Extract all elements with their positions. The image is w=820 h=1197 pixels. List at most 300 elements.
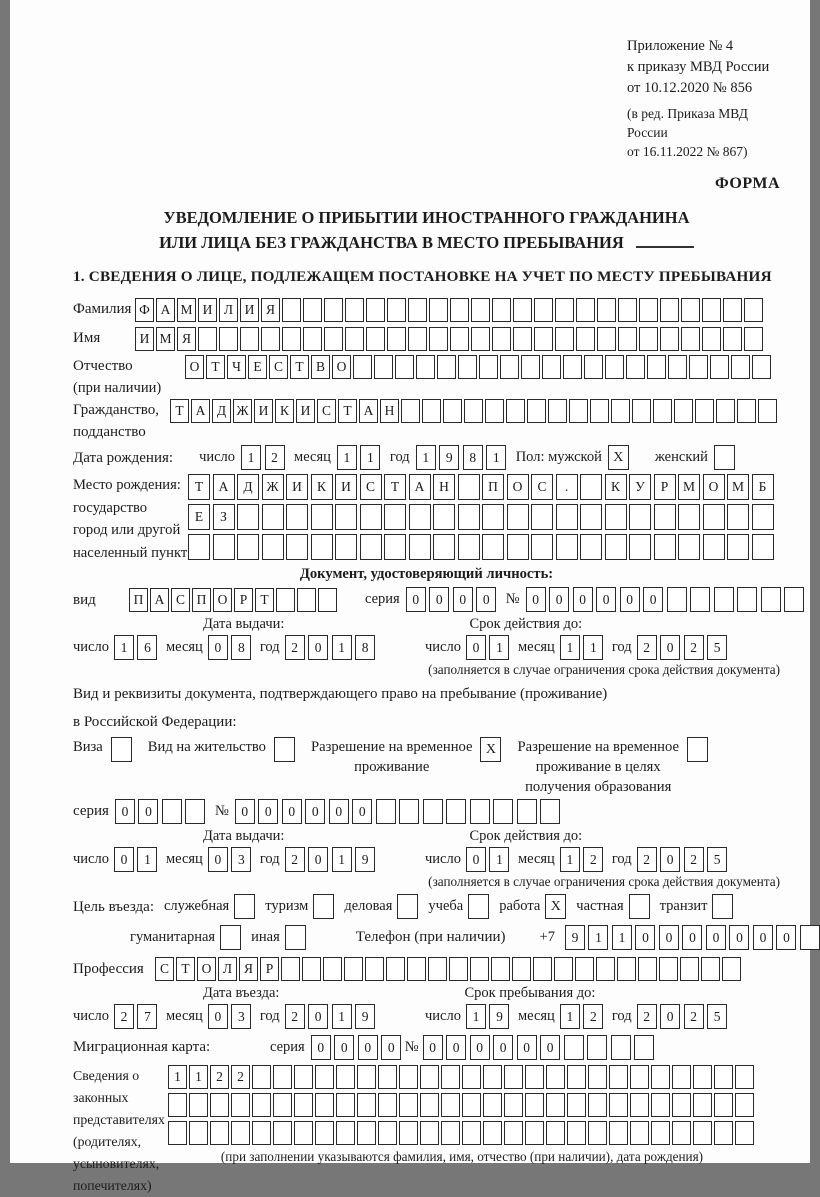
char-cell[interactable] [632, 399, 651, 423]
char-cell[interactable] [752, 355, 771, 379]
char-cell[interactable]: В [311, 355, 330, 379]
char-cell[interactable] [210, 1121, 229, 1145]
char-cell[interactable]: 8 [231, 635, 251, 660]
char-cell[interactable] [286, 504, 308, 530]
residence-permit-checkbox[interactable] [274, 737, 295, 762]
char-cell[interactable] [654, 504, 676, 530]
visa-checkbox[interactable] [111, 737, 132, 762]
char-cell[interactable] [512, 957, 531, 981]
char-cell[interactable]: 2 [210, 1065, 229, 1089]
char-cell[interactable]: 2 [285, 635, 305, 660]
char-cell[interactable] [231, 1093, 250, 1117]
char-cell[interactable] [399, 799, 419, 824]
char-cell[interactable]: 2 [583, 847, 603, 872]
char-cell[interactable]: О [185, 355, 204, 379]
char-cell[interactable] [693, 1121, 712, 1145]
char-cell[interactable] [360, 534, 382, 560]
char-cell[interactable] [336, 1121, 355, 1145]
char-cell[interactable] [433, 504, 455, 530]
purpose-other-checkbox[interactable] [285, 925, 306, 950]
char-cell[interactable] [303, 298, 322, 322]
char-cell[interactable]: А [191, 399, 210, 423]
char-cell[interactable] [703, 534, 725, 560]
char-cell[interactable]: 0 [517, 1035, 537, 1060]
char-cell[interactable] [588, 1065, 607, 1089]
char-cell[interactable] [399, 1093, 418, 1117]
char-cell[interactable]: 0 [682, 925, 702, 950]
char-cell[interactable] [365, 957, 384, 981]
char-cell[interactable]: Р [234, 588, 253, 612]
char-cell[interactable] [800, 925, 820, 950]
char-cell[interactable] [546, 1121, 565, 1145]
char-cell[interactable] [376, 799, 396, 824]
char-cell[interactable] [507, 504, 529, 530]
char-cell[interactable]: 0 [493, 1035, 513, 1060]
char-cell[interactable] [653, 399, 672, 423]
sex-female-checkbox[interactable] [714, 445, 735, 470]
char-cell[interactable] [588, 1121, 607, 1145]
char-cell[interactable]: Р [654, 474, 676, 500]
char-cell[interactable] [580, 534, 602, 560]
char-cell[interactable]: Н [433, 474, 455, 500]
char-cell[interactable]: 1 [189, 1065, 208, 1089]
char-cell[interactable] [401, 399, 420, 423]
char-cell[interactable] [387, 298, 406, 322]
char-cell[interactable] [357, 1121, 376, 1145]
char-cell[interactable] [378, 1065, 397, 1089]
char-cell[interactable]: О [332, 355, 351, 379]
char-cell[interactable] [540, 799, 560, 824]
char-cell[interactable] [441, 1093, 460, 1117]
char-cell[interactable] [554, 957, 573, 981]
char-cell[interactable]: 0 [526, 587, 546, 612]
char-cell[interactable] [483, 1121, 502, 1145]
char-cell[interactable] [629, 504, 651, 530]
char-cell[interactable] [504, 1121, 523, 1145]
char-cell[interactable]: С [155, 957, 174, 981]
char-cell[interactable] [345, 298, 364, 322]
char-cell[interactable] [651, 1093, 670, 1117]
char-cell[interactable] [185, 799, 205, 824]
char-cell[interactable]: 0 [729, 925, 749, 950]
char-cell[interactable]: 9 [355, 1004, 375, 1029]
char-cell[interactable] [462, 1093, 481, 1117]
char-cell[interactable] [446, 799, 466, 824]
char-cell[interactable]: 0 [549, 587, 569, 612]
char-cell[interactable]: Т [290, 355, 309, 379]
char-cell[interactable]: П [482, 474, 504, 500]
char-cell[interactable] [674, 399, 693, 423]
char-cell[interactable] [324, 298, 343, 322]
char-cell[interactable] [483, 1093, 502, 1117]
char-cell[interactable]: 1 [489, 635, 509, 660]
char-cell[interactable] [723, 298, 742, 322]
char-cell[interactable] [168, 1121, 187, 1145]
char-cell[interactable]: 0 [620, 587, 640, 612]
char-cell[interactable] [345, 327, 364, 351]
char-cell[interactable]: С [269, 355, 288, 379]
char-cell[interactable] [493, 799, 513, 824]
char-cell[interactable] [556, 504, 578, 530]
char-cell[interactable] [315, 1093, 334, 1117]
char-cell[interactable] [395, 355, 414, 379]
char-cell[interactable] [531, 534, 553, 560]
char-cell[interactable] [407, 957, 426, 981]
char-cell[interactable] [588, 1093, 607, 1117]
char-cell[interactable] [213, 534, 235, 560]
char-cell[interactable] [324, 327, 343, 351]
char-cell[interactable]: 0 [208, 1004, 228, 1029]
char-cell[interactable]: . [556, 474, 578, 500]
char-cell[interactable] [758, 399, 777, 423]
char-cell[interactable]: 0 [358, 1035, 378, 1060]
purpose-official-checkbox[interactable] [234, 894, 255, 919]
char-cell[interactable] [567, 1093, 586, 1117]
char-cell[interactable] [433, 534, 455, 560]
char-cell[interactable] [659, 957, 678, 981]
char-cell[interactable]: Ж [262, 474, 284, 500]
char-cell[interactable]: И [198, 298, 217, 322]
char-cell[interactable] [315, 1065, 334, 1089]
char-cell[interactable]: 1 [560, 847, 580, 872]
char-cell[interactable] [458, 474, 480, 500]
char-cell[interactable] [458, 355, 477, 379]
char-cell[interactable]: 7 [137, 1004, 157, 1029]
char-cell[interactable]: 0 [406, 587, 426, 612]
char-cell[interactable]: 0 [659, 925, 679, 950]
char-cell[interactable] [198, 327, 217, 351]
char-cell[interactable] [428, 957, 447, 981]
char-cell[interactable] [282, 327, 301, 351]
char-cell[interactable] [286, 534, 308, 560]
char-cell[interactable] [357, 1065, 376, 1089]
char-cell[interactable] [294, 1065, 313, 1089]
char-cell[interactable] [482, 534, 504, 560]
char-cell[interactable] [576, 298, 595, 322]
char-cell[interactable]: А [213, 474, 235, 500]
char-cell[interactable] [735, 1093, 754, 1117]
char-cell[interactable] [575, 957, 594, 981]
char-cell[interactable]: 1 [332, 635, 352, 660]
char-cell[interactable] [374, 355, 393, 379]
char-cell[interactable] [408, 327, 427, 351]
char-cell[interactable] [542, 355, 561, 379]
char-cell[interactable]: 9 [355, 847, 375, 872]
char-cell[interactable] [609, 1065, 628, 1089]
char-cell[interactable]: 0 [208, 635, 228, 660]
purpose-tourism-checkbox[interactable] [313, 894, 334, 919]
char-cell[interactable]: К [311, 474, 333, 500]
char-cell[interactable] [525, 1121, 544, 1145]
char-cell[interactable] [462, 1121, 481, 1145]
char-cell[interactable] [429, 298, 448, 322]
char-cell[interactable] [491, 957, 510, 981]
char-cell[interactable]: 0 [540, 1035, 560, 1060]
char-cell[interactable]: 2 [637, 847, 657, 872]
char-cell[interactable]: 0 [282, 799, 302, 824]
char-cell[interactable]: С [360, 474, 382, 500]
char-cell[interactable] [587, 1035, 607, 1060]
char-cell[interactable]: 0 [138, 799, 158, 824]
char-cell[interactable] [609, 1121, 628, 1145]
char-cell[interactable] [517, 799, 537, 824]
char-cell[interactable] [714, 1065, 733, 1089]
char-cell[interactable] [492, 327, 511, 351]
char-cell[interactable]: 1 [588, 925, 608, 950]
char-cell[interactable]: 0 [446, 1035, 466, 1060]
char-cell[interactable] [302, 957, 321, 981]
char-cell[interactable]: 0 [429, 587, 449, 612]
char-cell[interactable]: 2 [265, 445, 285, 470]
char-cell[interactable]: 6 [137, 635, 157, 660]
char-cell[interactable] [311, 504, 333, 530]
char-cell[interactable]: 9 [565, 925, 585, 950]
char-cell[interactable]: И [135, 327, 154, 351]
purpose-private-checkbox[interactable] [629, 894, 650, 919]
char-cell[interactable] [386, 957, 405, 981]
purpose-study-checkbox[interactable] [468, 894, 489, 919]
char-cell[interactable] [262, 534, 284, 560]
char-cell[interactable]: Л [218, 957, 237, 981]
char-cell[interactable] [318, 588, 337, 612]
char-cell[interactable]: 0 [660, 847, 680, 872]
char-cell[interactable] [638, 957, 657, 981]
char-cell[interactable] [366, 298, 385, 322]
char-cell[interactable] [672, 1121, 691, 1145]
char-cell[interactable]: М [177, 298, 196, 322]
char-cell[interactable] [580, 474, 602, 500]
char-cell[interactable] [504, 1065, 523, 1089]
char-cell[interactable]: П [192, 588, 211, 612]
char-cell[interactable] [231, 1121, 250, 1145]
char-cell[interactable] [546, 1065, 565, 1089]
char-cell[interactable] [629, 534, 651, 560]
char-cell[interactable] [450, 327, 469, 351]
char-cell[interactable] [336, 1065, 355, 1089]
purpose-work-checkbox[interactable]: X [545, 894, 566, 919]
char-cell[interactable] [564, 1035, 584, 1060]
char-cell[interactable] [409, 534, 431, 560]
char-cell[interactable]: 2 [285, 1004, 305, 1029]
char-cell[interactable] [492, 298, 511, 322]
edu-residence-permit-checkbox[interactable] [687, 737, 708, 762]
char-cell[interactable] [695, 399, 714, 423]
char-cell[interactable]: 1 [416, 445, 436, 470]
char-cell[interactable] [716, 399, 735, 423]
char-cell[interactable] [450, 298, 469, 322]
char-cell[interactable] [303, 327, 322, 351]
char-cell[interactable]: 2 [684, 1004, 704, 1029]
char-cell[interactable]: 2 [684, 635, 704, 660]
char-cell[interactable] [634, 1035, 654, 1060]
char-cell[interactable]: 0 [308, 1004, 328, 1029]
char-cell[interactable] [744, 298, 763, 322]
char-cell[interactable]: О [507, 474, 529, 500]
char-cell[interactable] [681, 298, 700, 322]
char-cell[interactable] [276, 588, 295, 612]
char-cell[interactable] [420, 1121, 439, 1145]
char-cell[interactable] [680, 957, 699, 981]
char-cell[interactable]: 1 [612, 925, 632, 950]
char-cell[interactable]: Т [384, 474, 406, 500]
purpose-humanitarian-checkbox[interactable] [220, 925, 241, 950]
char-cell[interactable] [353, 355, 372, 379]
char-cell[interactable]: 0 [208, 847, 228, 872]
char-cell[interactable] [651, 1121, 670, 1145]
char-cell[interactable]: 0 [453, 587, 473, 612]
char-cell[interactable] [513, 298, 532, 322]
char-cell[interactable]: 2 [231, 1065, 250, 1089]
char-cell[interactable]: Я [261, 298, 280, 322]
char-cell[interactable] [483, 1065, 502, 1089]
char-cell[interactable] [737, 399, 756, 423]
char-cell[interactable]: Д [237, 474, 259, 500]
char-cell[interactable] [315, 1121, 334, 1145]
char-cell[interactable] [737, 587, 757, 612]
char-cell[interactable] [723, 327, 742, 351]
char-cell[interactable] [252, 1121, 271, 1145]
char-cell[interactable]: 0 [352, 799, 372, 824]
char-cell[interactable]: 1 [114, 635, 134, 660]
char-cell[interactable] [471, 298, 490, 322]
char-cell[interactable] [580, 504, 602, 530]
purpose-transit-checkbox[interactable] [712, 894, 733, 919]
char-cell[interactable]: И [296, 399, 315, 423]
char-cell[interactable] [555, 327, 574, 351]
char-cell[interactable]: 0 [381, 1035, 401, 1060]
char-cell[interactable] [336, 1093, 355, 1117]
char-cell[interactable]: М [678, 474, 700, 500]
char-cell[interactable] [689, 355, 708, 379]
char-cell[interactable]: Я [239, 957, 258, 981]
char-cell[interactable] [311, 534, 333, 560]
char-cell[interactable] [563, 355, 582, 379]
char-cell[interactable] [500, 355, 519, 379]
char-cell[interactable] [482, 504, 504, 530]
char-cell[interactable] [458, 504, 480, 530]
char-cell[interactable]: Д [212, 399, 231, 423]
char-cell[interactable] [507, 534, 529, 560]
char-cell[interactable] [399, 1065, 418, 1089]
char-cell[interactable]: 0 [470, 1035, 490, 1060]
char-cell[interactable] [525, 1065, 544, 1089]
char-cell[interactable] [597, 298, 616, 322]
char-cell[interactable] [660, 298, 679, 322]
char-cell[interactable]: 2 [684, 847, 704, 872]
char-cell[interactable]: 1 [466, 1004, 486, 1029]
char-cell[interactable]: 9 [489, 1004, 509, 1029]
char-cell[interactable]: 2 [114, 1004, 134, 1029]
char-cell[interactable] [252, 1065, 271, 1089]
char-cell[interactable] [409, 504, 431, 530]
char-cell[interactable]: 2 [637, 1004, 657, 1029]
char-cell[interactable] [672, 1065, 691, 1089]
char-cell[interactable]: 0 [334, 1035, 354, 1060]
char-cell[interactable] [618, 327, 637, 351]
char-cell[interactable] [690, 587, 710, 612]
char-cell[interactable] [639, 298, 658, 322]
char-cell[interactable]: 2 [583, 1004, 603, 1029]
char-cell[interactable] [714, 1093, 733, 1117]
char-cell[interactable] [605, 355, 624, 379]
char-cell[interactable] [273, 1093, 292, 1117]
char-cell[interactable]: О [213, 588, 232, 612]
char-cell[interactable] [378, 1121, 397, 1145]
char-cell[interactable]: 1 [486, 445, 506, 470]
char-cell[interactable] [590, 399, 609, 423]
char-cell[interactable] [555, 298, 574, 322]
char-cell[interactable] [323, 957, 342, 981]
char-cell[interactable] [534, 327, 553, 351]
char-cell[interactable]: 0 [466, 635, 486, 660]
char-cell[interactable] [752, 504, 774, 530]
char-cell[interactable] [714, 1121, 733, 1145]
char-cell[interactable] [605, 534, 627, 560]
char-cell[interactable] [701, 957, 720, 981]
char-cell[interactable] [714, 587, 734, 612]
char-cell[interactable] [464, 399, 483, 423]
char-cell[interactable] [188, 534, 210, 560]
char-cell[interactable] [470, 799, 490, 824]
char-cell[interactable]: 0 [660, 635, 680, 660]
char-cell[interactable] [273, 1121, 292, 1145]
char-cell[interactable] [630, 1093, 649, 1117]
char-cell[interactable]: А [359, 399, 378, 423]
char-cell[interactable]: 3 [231, 847, 251, 872]
char-cell[interactable] [727, 504, 749, 530]
char-cell[interactable] [281, 957, 300, 981]
char-cell[interactable]: И [286, 474, 308, 500]
char-cell[interactable] [727, 534, 749, 560]
char-cell[interactable]: Т [176, 957, 195, 981]
char-cell[interactable] [784, 587, 804, 612]
char-cell[interactable] [335, 504, 357, 530]
char-cell[interactable] [384, 534, 406, 560]
char-cell[interactable]: 5 [707, 635, 727, 660]
char-cell[interactable] [504, 1093, 523, 1117]
char-cell[interactable]: 3 [231, 1004, 251, 1029]
char-cell[interactable]: 0 [114, 847, 134, 872]
char-cell[interactable]: Ф [135, 298, 154, 322]
char-cell[interactable] [611, 1035, 631, 1060]
char-cell[interactable] [297, 588, 316, 612]
char-cell[interactable]: У [629, 474, 651, 500]
char-cell[interactable] [735, 1065, 754, 1089]
char-cell[interactable] [294, 1121, 313, 1145]
char-cell[interactable] [458, 534, 480, 560]
char-cell[interactable]: 0 [258, 799, 278, 824]
char-cell[interactable] [527, 399, 546, 423]
char-cell[interactable] [366, 327, 385, 351]
char-cell[interactable]: А [156, 298, 175, 322]
char-cell[interactable] [471, 327, 490, 351]
char-cell[interactable] [443, 399, 462, 423]
char-cell[interactable] [744, 327, 763, 351]
char-cell[interactable]: 0 [235, 799, 255, 824]
char-cell[interactable] [360, 504, 382, 530]
char-cell[interactable] [630, 1121, 649, 1145]
char-cell[interactable]: О [197, 957, 216, 981]
char-cell[interactable] [479, 355, 498, 379]
char-cell[interactable]: 2 [637, 635, 657, 660]
char-cell[interactable]: Р [260, 957, 279, 981]
char-cell[interactable] [617, 957, 636, 981]
char-cell[interactable]: 0 [329, 799, 349, 824]
char-cell[interactable]: Т [255, 588, 274, 612]
char-cell[interactable] [596, 957, 615, 981]
char-cell[interactable]: 1 [337, 445, 357, 470]
char-cell[interactable]: Т [206, 355, 225, 379]
